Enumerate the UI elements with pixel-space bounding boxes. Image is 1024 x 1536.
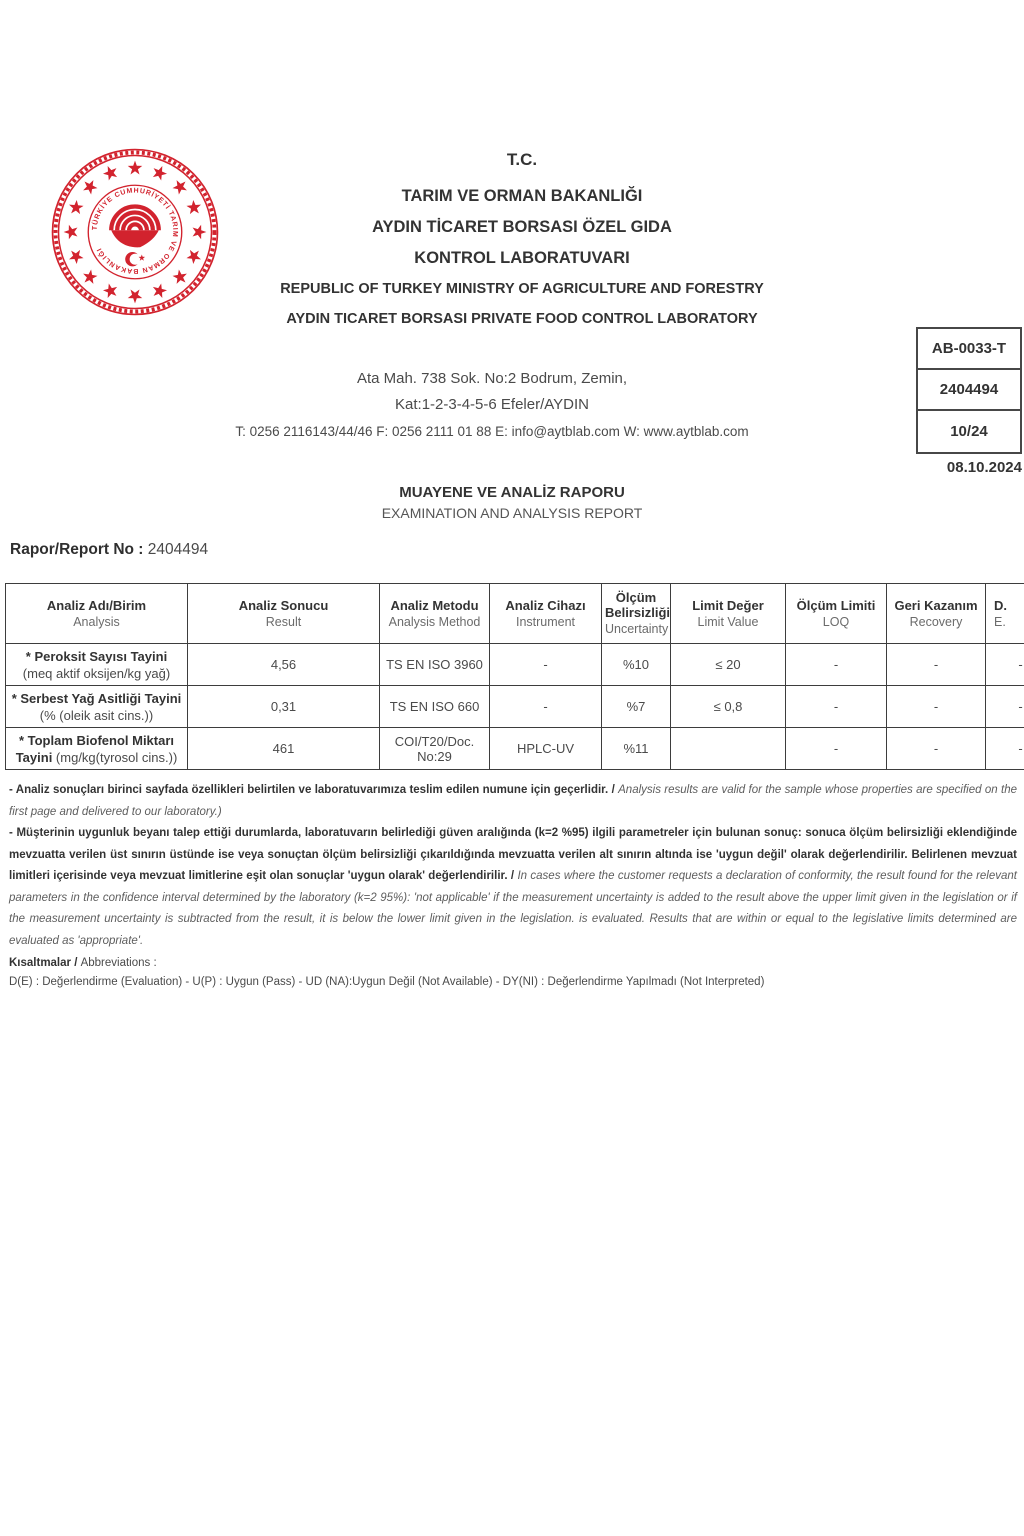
cell-result: 0,31	[188, 686, 380, 728]
cell-method: TS EN ISO 660	[380, 686, 490, 728]
table-row	[6, 686, 1024, 728]
cell-uncertainty: %11	[602, 728, 671, 770]
cell-instrument: HPLC-UV	[490, 728, 602, 770]
cell-loq: -	[786, 644, 887, 686]
ref-issue: 10/24	[950, 423, 988, 440]
report-no-line	[10, 541, 208, 559]
col-method: Analiz Metodu Analysis Method	[380, 584, 490, 644]
table-row	[6, 644, 1024, 686]
cell-recovery: -	[887, 728, 986, 770]
table-header-row	[6, 584, 1024, 644]
cell-instrument: -	[490, 644, 602, 686]
ref-number: 2404494	[918, 370, 1020, 411]
footnote-conformity: - Müşterinin uygunluk beyanı talep ettiği durumlarda, laboratuvarın belirlediği güven aralığında (k=2 %95) ilgili parametreler için bulunan sonuç: sonuca ölçüm belirsizliği eklendiğinde mevzuatta verilen üst sınırın üstünde ise veya sonuçtan ölçüm belirsizliği çıkarıldığında mevzuatta verilen alt sınırın altında ise 'uygun değil' olarak değerlendirilir. Belirlenen mevzuat limitleri içerisinde veya mevzuat limitlerine eşit olan sonuçlar 'uygun olarak' değerlendirilir. / In cases where the customer requests a declaration of conformity, the result found for the relevant parameters in the confidence interval determined by the laboratory (k=2 95%): 'not applicable' if the measurement uncertainty is added to the result above the upper limit given in the legislation or if the measurement uncertainty is subtracted from the result, it is below the lower limit given in the legislation. is evaluated. Results that are within or equal to the legislative limits determined are evaluated as 'appropriate'.	[9, 827, 1017, 947]
reference-box	[916, 327, 1022, 454]
address-line-2: Kat:1-2-3-4-5-6 Efeler/AYDIN	[395, 396, 589, 413]
analysis-table	[5, 583, 1024, 770]
footnote-validity: - Analiz sonuçları birinci sayfada özellikleri belirtilen ve laboratuvarımıza teslim edilen numune için geçerlidir. / Analysis results are valid for the sample whose properties are specified on the first page and delivered to our laboratory.)	[9, 784, 1018, 818]
report-date: 08.10.2024	[946, 459, 1022, 476]
cell-analysis-name: * Serbest Yağ Asitliği Tayini (% (oleik asit cins.))	[6, 686, 188, 728]
address-block	[180, 366, 804, 446]
report-title-block	[0, 482, 1024, 524]
cell-uncertainty: %10	[602, 644, 671, 686]
report-no-value: 2404494	[147, 541, 209, 558]
header-ministry-en-1: REPUBLIC OF TURKEY MINISTRY OF AGRICULTURE AND FORESTRY	[280, 281, 764, 297]
col-loq: Ölçüm Limiti LOQ	[786, 584, 887, 644]
cell-loq: -	[786, 686, 887, 728]
abbreviations-heading: Kısaltmalar / Abbreviations :	[9, 957, 157, 969]
report-title-en: EXAMINATION AND ANALYSIS REPORT	[381, 505, 643, 521]
col-limit-value: Limit Değer Limit Value	[671, 584, 786, 644]
cell-evaluation: -	[986, 686, 1024, 728]
cell-limit: ≤ 20	[671, 644, 786, 686]
header-ministry-tr-3: KONTROL LABORATUVARI	[414, 249, 630, 267]
cell-analysis-name: * Peroksit Sayısı Tayini (meq aktif oksijen/kg yağ)	[6, 644, 188, 686]
contact-line: T: 0256 2116143/44/46 F: 0256 2111 01 88 E: info@aytblab.com W: www.aytblab.com	[235, 424, 749, 439]
cell-loq: -	[786, 728, 887, 770]
footnotes	[9, 780, 1017, 992]
cell-uncertainty: %7	[602, 686, 671, 728]
header-tc: T.C.	[506, 150, 538, 169]
col-uncertainty: Ölçüm Belirsizliği Uncertainty	[602, 584, 671, 644]
report-title-tr: MUAYENE VE ANALİZ RAPORU	[399, 484, 625, 501]
col-evaluation: D. E.	[986, 584, 1024, 644]
cell-analysis-name: * Toplam Biofenol Miktarı Tayini (mg/kg(tyrosol cins.))	[6, 728, 188, 770]
col-result: Analiz Sonucu Result	[188, 584, 380, 644]
table-row	[6, 728, 1024, 770]
cell-result: 461	[188, 728, 380, 770]
col-recovery: Geri Kazanım Recovery	[887, 584, 986, 644]
cell-evaluation: -	[986, 728, 1024, 770]
cell-evaluation: -	[986, 644, 1024, 686]
header-block	[120, 150, 924, 334]
report-no-label: Rapor/Report No :	[10, 541, 144, 558]
cell-result: 4,56	[188, 644, 380, 686]
cell-instrument: -	[490, 686, 602, 728]
cell-method: TS EN ISO 3960	[380, 644, 490, 686]
cell-recovery: -	[887, 686, 986, 728]
cell-method: COI/T20/Doc. No:29	[380, 728, 490, 770]
seal-caption: TÜRKİYE CUMHURİYETİ TARIM VE ORMAN BAKANLIĞI	[91, 187, 179, 275]
col-analysis: Analiz Adı/Birim Analysis	[6, 584, 188, 644]
analysis-table-wrap	[5, 583, 1024, 770]
cell-recovery: -	[887, 644, 986, 686]
abbreviations-line: D(E) : Değerlendirme (Evaluation) - U(P) : Uygun (Pass) - UD (NA):Uygun Değil (Not Available) - DY(NI) : Değerlendirme Yapılmadı (Not Interpreted)	[9, 976, 765, 988]
header-ministry-en-2: AYDIN TICARET BORSASI PRIVATE FOOD CONTROL LABORATORY	[286, 311, 758, 327]
address-line-1: Ata Mah. 738 Sok. No:2 Bodrum, Zemin,	[356, 370, 628, 387]
cell-limit	[671, 728, 786, 770]
col-instrument: Analiz Cihazı Instrument	[490, 584, 602, 644]
cell-limit: ≤ 0,8	[671, 686, 786, 728]
ref-code: AB-0033-T	[918, 329, 1020, 370]
header-ministry-tr-2: AYDIN TİCARET BORSASI ÖZEL GIDA	[372, 218, 672, 236]
header-ministry-tr-1: TARIM VE ORMAN BAKANLIĞI	[401, 187, 643, 205]
